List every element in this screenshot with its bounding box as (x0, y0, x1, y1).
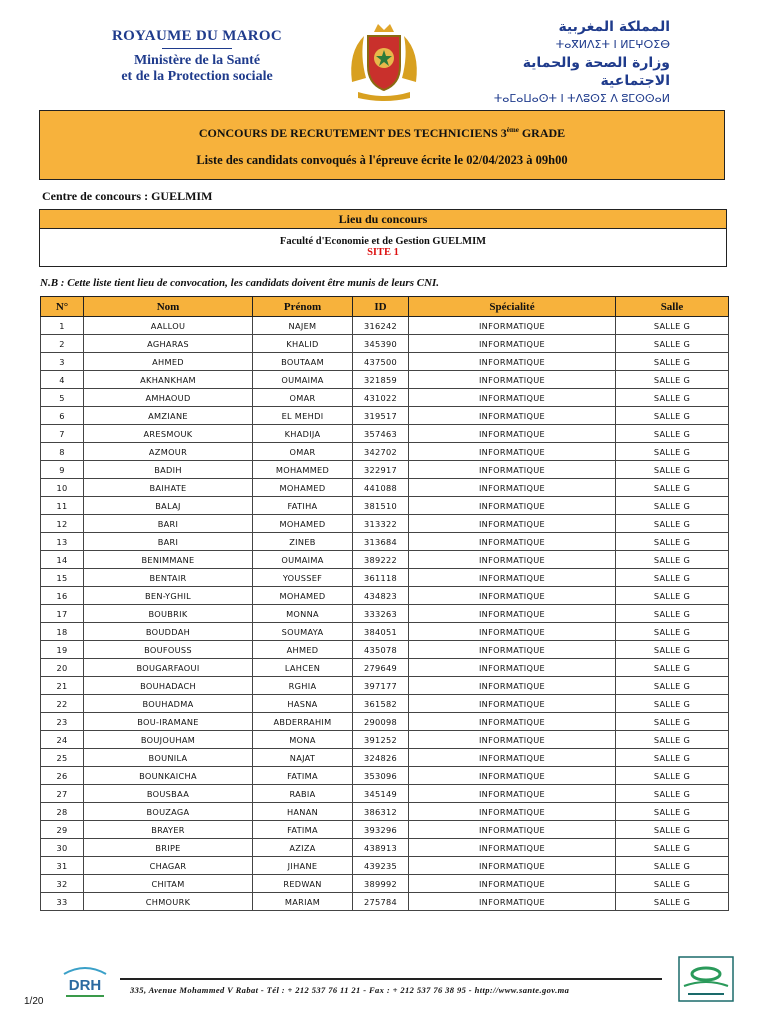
cell-id: 437500 (353, 353, 409, 371)
cell-specialite: INFORMATIQUE (409, 641, 616, 659)
cell-nom: BOUSBAA (84, 785, 253, 803)
cell-salle: SALLE G (616, 893, 729, 911)
cell-salle: SALLE G (616, 605, 729, 623)
cell-nom: BOU-IRAMANE (84, 713, 253, 731)
cell-salle: SALLE G (616, 551, 729, 569)
table-row (41, 569, 729, 587)
cell-nom: BOUJOUHAM (84, 731, 253, 749)
cell-nom: CHITAM (84, 875, 253, 893)
cell-nom: BOUNKAICHA (84, 767, 253, 785)
cell-nom: AMHAOUD (84, 389, 253, 407)
cell-number: 11 (41, 497, 84, 515)
ministry-header-french (92, 28, 302, 85)
cell-salle: SALLE G (616, 587, 729, 605)
header-divider (162, 48, 232, 49)
cell-number: 21 (41, 677, 84, 695)
cell-nom: BOUZAGA (84, 803, 253, 821)
cell-number: 24 (41, 731, 84, 749)
cell-nom: AMZIANE (84, 407, 253, 425)
table-row (41, 515, 729, 533)
table-row (41, 857, 729, 875)
table-row (41, 461, 729, 479)
table-row (41, 785, 729, 803)
cell-number: 6 (41, 407, 84, 425)
cell-prenom: BOUTAAM (253, 353, 353, 371)
table-row (41, 425, 729, 443)
table-row (41, 533, 729, 551)
cell-nom: BOUHADACH (84, 677, 253, 695)
kingdom-title-tifinagh: ⵜⴰⴳⵍⴷⵉⵜ ⵏ ⵍⵎⵖⵔⵉⴱ (555, 38, 670, 51)
cell-specialite: INFORMATIQUE (409, 317, 616, 335)
cell-salle: SALLE G (616, 695, 729, 713)
cell-id: 439235 (353, 857, 409, 875)
cell-prenom: KHADIJA (253, 425, 353, 443)
footer-divider (120, 978, 662, 980)
cell-specialite: INFORMATIQUE (409, 857, 616, 875)
column-header-number: N° (41, 297, 84, 317)
cell-specialite: INFORMATIQUE (409, 497, 616, 515)
candidates-table (40, 296, 729, 911)
cell-prenom: NAJAT (253, 749, 353, 767)
cell-prenom: RGHIA (253, 677, 353, 695)
cell-nom: BARI (84, 533, 253, 551)
table-row (41, 677, 729, 695)
cell-prenom: NAJEM (253, 317, 353, 335)
cell-number: 4 (41, 371, 84, 389)
cell-id: 438913 (353, 839, 409, 857)
cell-number: 28 (41, 803, 84, 821)
cell-prenom: LAHCEN (253, 659, 353, 677)
table-row (41, 713, 729, 731)
table-row (41, 623, 729, 641)
cell-nom: AHMED (84, 353, 253, 371)
cell-number: 15 (41, 569, 84, 587)
cell-salle: SALLE G (616, 371, 729, 389)
cell-number: 14 (41, 551, 84, 569)
cell-prenom: MOHAMMED (253, 461, 353, 479)
cell-prenom: ABDERRAHIM (253, 713, 353, 731)
cell-id: 391252 (353, 731, 409, 749)
cell-prenom: FATIHA (253, 497, 353, 515)
cell-number: 8 (41, 443, 84, 461)
cell-id: 361118 (353, 569, 409, 587)
table-row (41, 893, 729, 911)
cell-salle: SALLE G (616, 713, 729, 731)
cell-number: 13 (41, 533, 84, 551)
cell-id: 389222 (353, 551, 409, 569)
cell-id: 279649 (353, 659, 409, 677)
cell-prenom: FATIMA (253, 821, 353, 839)
cell-id: 345149 (353, 785, 409, 803)
cell-id: 381510 (353, 497, 409, 515)
cell-prenom: YOUSSEF (253, 569, 353, 587)
table-row (41, 353, 729, 371)
cell-nom: CHMOURK (84, 893, 253, 911)
cell-number: 1 (41, 317, 84, 335)
cell-specialite: INFORMATIQUE (409, 623, 616, 641)
table-row (41, 443, 729, 461)
cell-specialite: INFORMATIQUE (409, 749, 616, 767)
cell-salle: SALLE G (616, 839, 729, 857)
cell-prenom: EL MEHDI (253, 407, 353, 425)
cell-specialite: INFORMATIQUE (409, 695, 616, 713)
cell-specialite: INFORMATIQUE (409, 551, 616, 569)
cell-number: 25 (41, 749, 84, 767)
table-row (41, 749, 729, 767)
cell-specialite: INFORMATIQUE (409, 335, 616, 353)
table-row (41, 731, 729, 749)
table-row (41, 659, 729, 677)
cell-id: 321859 (353, 371, 409, 389)
table-row (41, 479, 729, 497)
title-banner (39, 110, 725, 180)
cell-prenom: JIHANE (253, 857, 353, 875)
cell-salle: SALLE G (616, 317, 729, 335)
table-header-row (41, 297, 729, 317)
table-row (41, 641, 729, 659)
cell-specialite: INFORMATIQUE (409, 605, 616, 623)
cell-number: 26 (41, 767, 84, 785)
cell-prenom: MARIAM (253, 893, 353, 911)
cell-specialite: INFORMATIQUE (409, 659, 616, 677)
cell-salle: SALLE G (616, 875, 729, 893)
cell-number: 23 (41, 713, 84, 731)
cell-number: 17 (41, 605, 84, 623)
cell-number: 5 (41, 389, 84, 407)
cell-id: 342702 (353, 443, 409, 461)
cell-id: 333263 (353, 605, 409, 623)
venue-site: SITE 1 (367, 247, 399, 258)
ministry-logo-icon (678, 956, 734, 1002)
table-row (41, 803, 729, 821)
table-row (41, 821, 729, 839)
cell-id: 290098 (353, 713, 409, 731)
cell-number: 2 (41, 335, 84, 353)
cell-specialite: INFORMATIQUE (409, 767, 616, 785)
cell-salle: SALLE G (616, 731, 729, 749)
table-row (41, 839, 729, 857)
cell-id: 345390 (353, 335, 409, 353)
table-row (41, 497, 729, 515)
cell-id: 393296 (353, 821, 409, 839)
cell-nom: BRIPE (84, 839, 253, 857)
table-row (41, 605, 729, 623)
cell-number: 22 (41, 695, 84, 713)
cell-salle: SALLE G (616, 749, 729, 767)
cell-salle: SALLE G (616, 857, 729, 875)
cell-nom: BEN-YGHIL (84, 587, 253, 605)
ministry-name-ar: وزارة الصحة والحماية الاجتماعية (522, 55, 670, 89)
column-header-id: ID (353, 297, 409, 317)
convocation-subtitle: Liste des candidats convoqués à l'épreuve écrite le 02/04/2023 à 09h00 (196, 153, 568, 167)
cell-id: 434823 (353, 587, 409, 605)
cell-nom: ARESMOUK (84, 425, 253, 443)
cell-specialite: INFORMATIQUE (409, 785, 616, 803)
column-header-specialite: Spécialité (409, 297, 616, 317)
cell-prenom: OMAR (253, 443, 353, 461)
cell-id: 397177 (353, 677, 409, 695)
drh-logo-text: DRH (68, 977, 102, 994)
cell-number: 7 (41, 425, 84, 443)
ministry-name-fr-line2: et de la Protection sociale (121, 69, 273, 84)
cell-number: 12 (41, 515, 84, 533)
kingdom-title-ar: المملكة المغربية (558, 19, 670, 35)
cell-prenom: MOHAMED (253, 515, 353, 533)
kingdom-title-fr: ROYAUME DU MAROC (111, 28, 283, 44)
cell-number: 30 (41, 839, 84, 857)
cell-specialite: INFORMATIQUE (409, 443, 616, 461)
cell-prenom: HANAN (253, 803, 353, 821)
cell-number: 32 (41, 875, 84, 893)
cell-id: 319517 (353, 407, 409, 425)
table-row (41, 767, 729, 785)
cell-prenom: RABIA (253, 785, 353, 803)
column-header-nom: Nom (84, 297, 253, 317)
cell-nom: BENTAIR (84, 569, 253, 587)
cell-id: 313322 (353, 515, 409, 533)
cell-number: 31 (41, 857, 84, 875)
contest-title-main: CONCOURS DE RECRUTEMENT DES TECHNICIENS 3 (198, 126, 507, 140)
table-row (41, 317, 729, 335)
cell-nom: BOUBRIK (84, 605, 253, 623)
column-header-prenom: Prénom (253, 297, 353, 317)
cell-number: 20 (41, 659, 84, 677)
cell-salle: SALLE G (616, 425, 729, 443)
cell-salle: SALLE G (616, 353, 729, 371)
cell-number: 18 (41, 623, 84, 641)
cell-nom: BADIH (84, 461, 253, 479)
cell-prenom: AZIZA (253, 839, 353, 857)
cell-id: 322917 (353, 461, 409, 479)
cell-id: 353096 (353, 767, 409, 785)
cell-id: 435078 (353, 641, 409, 659)
exam-centre: Centre de concours : GUELMIM (42, 189, 213, 203)
ministry-name-fr-line1: Ministère de la Santé (133, 53, 261, 68)
cell-prenom: MOHAMED (253, 587, 353, 605)
cell-nom: CHAGAR (84, 857, 253, 875)
cell-prenom: MOHAMED (253, 479, 353, 497)
cell-nom: AALLOU (84, 317, 253, 335)
cell-number: 27 (41, 785, 84, 803)
cell-specialite: INFORMATIQUE (409, 515, 616, 533)
cell-id: 384051 (353, 623, 409, 641)
cell-nom: BOUHADMA (84, 695, 253, 713)
cell-salle: SALLE G (616, 659, 729, 677)
cell-specialite: INFORMATIQUE (409, 713, 616, 731)
table-row (41, 551, 729, 569)
cell-specialite: INFORMATIQUE (409, 371, 616, 389)
table-row (41, 875, 729, 893)
table-body (41, 317, 729, 911)
ministry-header-arabic (470, 18, 670, 108)
cell-salle: SALLE G (616, 461, 729, 479)
cell-specialite: INFORMATIQUE (409, 731, 616, 749)
cell-id: 316242 (353, 317, 409, 335)
cell-salle: SALLE G (616, 335, 729, 353)
table-row (41, 371, 729, 389)
cell-id: 357463 (353, 425, 409, 443)
cell-prenom: OMAR (253, 389, 353, 407)
cell-prenom: FATIMA (253, 767, 353, 785)
cell-number: 19 (41, 641, 84, 659)
column-header-salle: Salle (616, 297, 729, 317)
cell-number: 16 (41, 587, 84, 605)
cell-specialite: INFORMATIQUE (409, 461, 616, 479)
cell-id: 313684 (353, 533, 409, 551)
cell-specialite: INFORMATIQUE (409, 677, 616, 695)
cell-prenom: MONA (253, 731, 353, 749)
cell-prenom: AHMED (253, 641, 353, 659)
cell-specialite: INFORMATIQUE (409, 569, 616, 587)
cell-salle: SALLE G (616, 443, 729, 461)
cell-number: 29 (41, 821, 84, 839)
cell-salle: SALLE G (616, 767, 729, 785)
table-row (41, 587, 729, 605)
table-row (41, 335, 729, 353)
footer-address: 335, Avenue Mohammed V Rabat - Tél : + 212 537 76 11 21 - Fax : + 212 537 76 38 95 - http://www.sante.gov.ma (130, 985, 570, 995)
cell-specialite: INFORMATIQUE (409, 875, 616, 893)
contest-title (40, 126, 724, 141)
table-row (41, 407, 729, 425)
cell-prenom: KHALID (253, 335, 353, 353)
cell-prenom: SOUMAYA (253, 623, 353, 641)
cell-number: 33 (41, 893, 84, 911)
cell-salle: SALLE G (616, 641, 729, 659)
cell-salle: SALLE G (616, 407, 729, 425)
cell-id: 386312 (353, 803, 409, 821)
cell-specialite: INFORMATIQUE (409, 803, 616, 821)
table-row (41, 695, 729, 713)
cell-specialite: INFORMATIQUE (409, 821, 616, 839)
cell-nom: AKHANKHAM (84, 371, 253, 389)
cell-nom: BENIMMANE (84, 551, 253, 569)
cell-salle: SALLE G (616, 803, 729, 821)
cell-prenom: OUMAIMA (253, 371, 353, 389)
cell-prenom: OUMAIMA (253, 551, 353, 569)
cell-specialite: INFORMATIQUE (409, 425, 616, 443)
cell-specialite: INFORMATIQUE (409, 479, 616, 497)
contest-title-sup: ème (506, 126, 519, 134)
cell-prenom: ZINEB (253, 533, 353, 551)
cell-prenom: REDWAN (253, 875, 353, 893)
cell-nom: BOUFOUSS (84, 641, 253, 659)
royal-emblem-icon (344, 22, 424, 102)
convocation-note: N.B : Cette liste tient lieu de convocation, les candidats doivent être munis de leurs CNI. (40, 277, 440, 289)
cell-specialite: INFORMATIQUE (409, 587, 616, 605)
contest-title-end: GRADE (518, 126, 566, 140)
cell-nom: BOUDDAH (84, 623, 253, 641)
cell-nom: BALAJ (84, 497, 253, 515)
cell-number: 3 (41, 353, 84, 371)
table-row (41, 389, 729, 407)
venue-box (39, 209, 727, 267)
cell-nom: BRAYER (84, 821, 253, 839)
cell-salle: SALLE G (616, 623, 729, 641)
venue-header: Lieu du concours (40, 210, 726, 229)
cell-salle: SALLE G (616, 785, 729, 803)
cell-salle: SALLE G (616, 515, 729, 533)
cell-specialite: INFORMATIQUE (409, 407, 616, 425)
cell-nom: BOUNILA (84, 749, 253, 767)
cell-number: 10 (41, 479, 84, 497)
cell-salle: SALLE G (616, 677, 729, 695)
cell-nom: BARI (84, 515, 253, 533)
cell-specialite: INFORMATIQUE (409, 839, 616, 857)
cell-prenom: MONNA (253, 605, 353, 623)
cell-id: 441088 (353, 479, 409, 497)
cell-salle: SALLE G (616, 497, 729, 515)
cell-id: 389992 (353, 875, 409, 893)
cell-salle: SALLE G (616, 533, 729, 551)
cell-specialite: INFORMATIQUE (409, 893, 616, 911)
cell-nom: AGHARAS (84, 335, 253, 353)
drh-logo (60, 960, 110, 1004)
cell-id: 324826 (353, 749, 409, 767)
cell-nom: BAIHATE (84, 479, 253, 497)
cell-specialite: INFORMATIQUE (409, 389, 616, 407)
cell-salle: SALLE G (616, 389, 729, 407)
ministry-name-tifinagh: ⵜⴰⵎⴰⵡⴰⵙⵜ ⵏ ⵜⴷⵓⵙⵉ ⴷ ⵓⵎⵙⵙⴰⵍ (493, 92, 670, 105)
cell-salle: SALLE G (616, 821, 729, 839)
cell-id: 275784 (353, 893, 409, 911)
cell-id: 361582 (353, 695, 409, 713)
cell-number: 9 (41, 461, 84, 479)
cell-id: 431022 (353, 389, 409, 407)
cell-salle: SALLE G (616, 569, 729, 587)
cell-specialite: INFORMATIQUE (409, 533, 616, 551)
venue-place: Faculté d'Economie et de Gestion GUELMIM (279, 236, 487, 247)
cell-nom: BOUGARFAOUI (84, 659, 253, 677)
cell-salle: SALLE G (616, 479, 729, 497)
cell-prenom: HASNA (253, 695, 353, 713)
cell-nom: AZMOUR (84, 443, 253, 461)
cell-specialite: INFORMATIQUE (409, 353, 616, 371)
page-number: 1/20 (24, 996, 44, 1007)
